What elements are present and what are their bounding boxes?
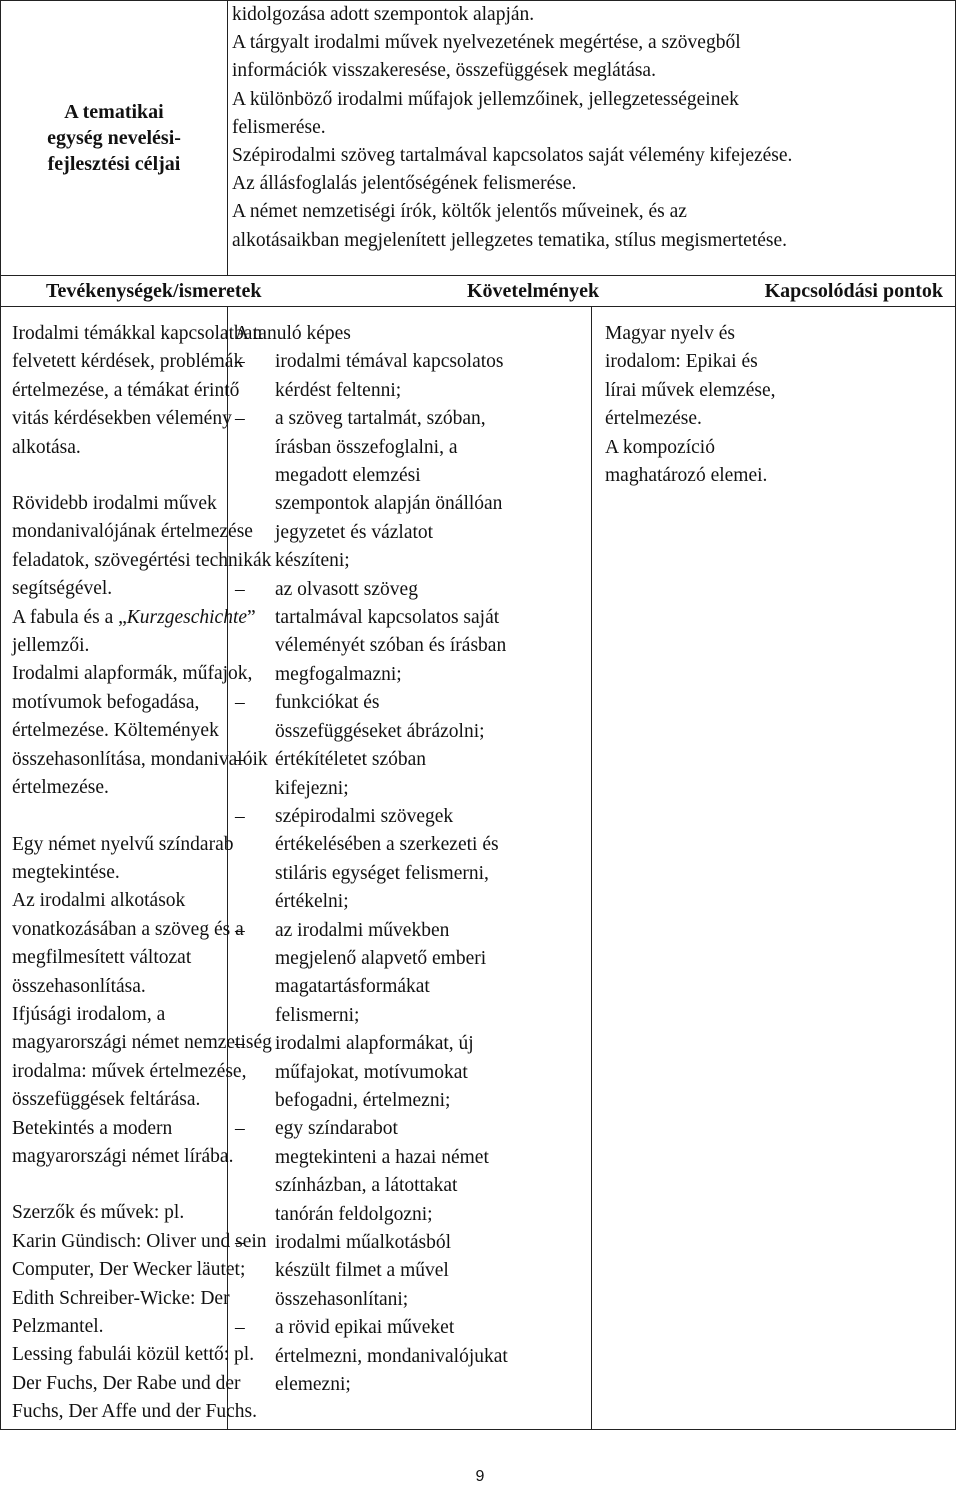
requirement-item [235, 405, 591, 575]
text-line: – az irodalmi művekben [275, 919, 450, 941]
text-line: lírai művek elemzése, [605, 379, 776, 401]
text-line: összefüggéseket ábrázolni; [275, 720, 485, 742]
text-line: A kompozíció [605, 436, 715, 458]
requirement-item [235, 348, 591, 405]
text-line: – az olvasott szöveg [275, 578, 418, 600]
goal-line: Az állásfoglalás jelentőségének felismerése. [232, 173, 577, 195]
text-line: – irodalmi témával kapcsolatos [275, 351, 504, 373]
text-line: jegyzetet és vázlatot [275, 521, 434, 543]
text-line: megtekinteni a hazai német [275, 1146, 489, 1168]
text-line: Fuchs, Der Affe und der Fuchs. [12, 1401, 257, 1423]
text-line: stiláris egységet felismerni, [275, 862, 489, 884]
goals-label-line: egység nevelési- [47, 127, 181, 149]
text-line: – a szöveg tartalmát, szóban, [275, 408, 486, 430]
text-line: kifejezni; [275, 777, 349, 799]
text-line: vonatkozásában a szöveg és a [12, 918, 244, 940]
content-row [1, 307, 956, 1430]
goal-line: kidolgozása adott szempontok alapján. [232, 4, 535, 25]
text-line: összehasonlítani; [275, 1288, 409, 1310]
text-line: megfilmesített változat [12, 947, 192, 969]
text-line: megadott elemzési [275, 465, 421, 487]
text-line: megjelenő alapvető emberi [275, 947, 487, 969]
text-line: felvetett kérdések, problémák [12, 351, 244, 373]
requirement-item [235, 1115, 591, 1229]
text-line: Rövidebb irodalmi művek [12, 493, 217, 515]
text-line: megfogalmazni; [275, 663, 402, 685]
text-line: – értékítéletet szóban [275, 749, 427, 771]
goals-label-line: fejlesztési céljai [47, 153, 181, 175]
text-line [12, 604, 256, 632]
text-line: Lessing fabulái közül kettő: pl. [12, 1344, 255, 1366]
text-line: – irodalmi alapformákat, új [275, 1033, 474, 1055]
goal-line: A tárgyalt irodalmi művek nyelvezetének megértése, a szövegből [232, 32, 741, 54]
text-line: magatartásformákat [275, 976, 430, 998]
header-row [1, 276, 956, 307]
text-line: értelmezése. [605, 408, 702, 430]
goals-label-line: A tematikai [64, 101, 164, 123]
goal-line: alkotásaikban megjelenített jellegzetes tematika, stílus megismertetése. [232, 229, 788, 251]
requirement-item [235, 1314, 591, 1399]
text-line: Szerzők és művek: pl. [12, 1202, 185, 1224]
goals-text-cell [228, 1, 956, 276]
text-line: segítségével. [12, 578, 113, 600]
requirement-item [235, 917, 591, 1031]
text-line: – egy színdarabot [275, 1118, 398, 1140]
connections-cell [592, 307, 956, 1430]
text-line: Edith Schreiber-Wicke: Der [12, 1287, 230, 1309]
text-line: Magyar nyelv és [605, 323, 735, 344]
goals-label-cell [1, 1, 228, 276]
text-line: tartalmával kapcsolatos saját [275, 607, 500, 629]
text-line: irodalma: művek értelmezése, [12, 1060, 247, 1082]
text-line: szempontok alapján önállóan [275, 493, 503, 515]
text-line: tanórán feldolgozni; [275, 1203, 433, 1225]
text-line: vitás kérdésekben vélemény [12, 408, 232, 430]
text-line: alkotása. [12, 436, 81, 458]
text-line: magyarországi német lírába. [12, 1145, 234, 1167]
text-line: Karin Gündisch: Oliver und sein [12, 1230, 267, 1252]
text-line: Egy német nyelvű színdarab [12, 833, 234, 855]
text-line: maghatározó elemei. [605, 465, 768, 487]
requirement-item [235, 803, 591, 917]
text-line: motívumok befogadása, [12, 691, 200, 713]
text-line: Irodalmi alapformák, műfajok, [12, 663, 253, 685]
activities-paragraph [12, 831, 272, 1172]
text-line: műfajokat, motívumokat [275, 1061, 468, 1083]
activities-paragraph [12, 320, 263, 462]
text-line: készült filmet a művel [275, 1260, 449, 1282]
requirement-item [235, 689, 591, 746]
text-line: összehasonlítása. [12, 975, 146, 997]
goals-row [1, 1, 956, 276]
text-line: – szépirodalmi szövegek [275, 805, 454, 827]
text-line: készíteni; [275, 550, 350, 572]
activities-cell [1, 307, 272, 1430]
text-line: – irodalmi műalkotásból [275, 1232, 452, 1253]
text-line: Computer, Der Wecker läutet; [12, 1259, 246, 1281]
fabula-prefix: A fabula és a „ [12, 606, 127, 628]
text-line: feladatok, szövegértési technikák [12, 549, 272, 571]
text-line: értelmezése. Költemények [12, 720, 219, 742]
text-line: Der Fuchs, Der Rabe und der [12, 1372, 241, 1394]
requirements-cell [228, 307, 592, 1430]
text-line: értékelésében a szerkezeti és [275, 834, 499, 856]
text-line: értelmezése, a témákat érintő [12, 379, 240, 401]
goals-label [1, 99, 227, 177]
text-line: magyarországi német nemzetiség [12, 1032, 272, 1054]
requirement-item [235, 1030, 591, 1115]
requirements-list [235, 348, 591, 1399]
goal-line: Szépirodalmi szöveg tartalmával kapcsolatos saját vélemény kifejezése. [232, 145, 793, 167]
goal-line: A különböző irodalmi műfajok jellemzőinek, jellegzetességeinek [232, 88, 739, 110]
text-line: színházban, a látottakat [275, 1175, 458, 1197]
requirements-intro: A tanuló képes [235, 323, 351, 344]
header-cell [1, 276, 956, 307]
text-line: elemezni; [275, 1374, 351, 1396]
goal-line: felismerése. [232, 116, 326, 138]
text-line: irodalom: Epikai és [605, 351, 758, 373]
header-requirements: Követelmények [466, 279, 600, 302]
text-line: kérdést feltenni; [275, 379, 402, 401]
fabula-suffix: ” [247, 606, 256, 628]
text-line: összefüggések feltárása. [12, 1089, 201, 1111]
text-line: megtekintése. [12, 861, 120, 883]
requirement-item [235, 746, 591, 803]
requirement-item [235, 1229, 591, 1314]
text-line: Pelzmantel. [12, 1316, 104, 1337]
text-line: véleményét szóban és írásban [275, 635, 507, 657]
goal-line: információk visszakeresése, összefüggések meglátása. [232, 60, 656, 82]
header-activities: Tevékenységek/ismeretek [46, 279, 262, 302]
text-line: – funkciókat és [275, 692, 380, 714]
requirement-item [235, 576, 591, 690]
text-line: felismerni; [275, 1004, 360, 1026]
text-line: Betekintés a modern [12, 1117, 173, 1139]
text-line: jellemzői. [12, 635, 90, 657]
text-line: írásban összefoglalni, a [275, 436, 458, 458]
text-line: Ifjúsági irodalom, a [12, 1003, 166, 1025]
text-line: – a rövid epikai műveket [275, 1317, 455, 1339]
fabula-term: Kurzgeschichte [126, 606, 248, 628]
text-line: Irodalmi témákkal kapcsolatban [12, 323, 263, 344]
activities-paragraph [12, 490, 272, 802]
text-line: értékelni; [275, 891, 349, 913]
text-line: befogadni, értelmezni; [275, 1089, 451, 1111]
page-number: 9 [475, 1468, 485, 1485]
header-connections: Kapcsolódási pontok [764, 279, 943, 302]
text-line: értelmezése. [12, 777, 109, 799]
goal-line: A német nemzetiségi írók, költők jelentős műveinek, és az [232, 201, 687, 223]
activities-paragraph [12, 1199, 267, 1426]
text-line: értelmezni, mondanivalójukat [275, 1345, 508, 1367]
text-line: mondanivalójának értelmezése [12, 521, 253, 543]
text-line: összehasonlítása, mondanivalóik [12, 748, 268, 770]
text-line: Az irodalmi alkotások [12, 890, 186, 912]
